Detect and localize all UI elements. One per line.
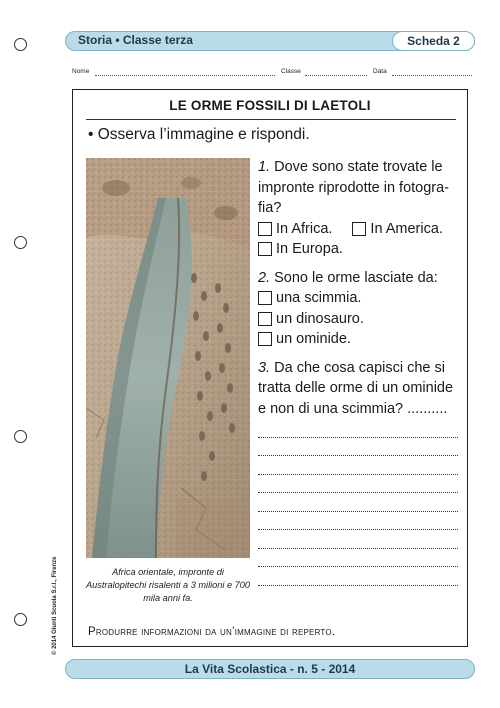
learning-objective: Produrre informazioni da un’immagine di reperto. — [88, 626, 336, 638]
question-3 — [258, 358, 458, 586]
answer-line[interactable] — [258, 419, 458, 438]
option-un-ominide[interactable] — [258, 329, 458, 350]
subject-label: Storia • Classe terza — [78, 33, 193, 47]
option-una-scimmia[interactable] — [258, 288, 458, 309]
answer-line[interactable] — [258, 549, 458, 568]
question-number: 3. — [258, 359, 271, 376]
option-label: una scimmia. — [276, 290, 362, 306]
answer-line[interactable] — [258, 530, 458, 549]
copyright-notice: © 2014 Giunti Scuola S.r.l., Firenze — [52, 556, 58, 655]
option-un-dinosauro[interactable] — [258, 309, 458, 330]
option-label: un ominide. — [276, 331, 351, 347]
photo-caption: Africa orientale, impronte di Australopitechi risalenti a 3 milioni e 700 mila anni fa. — [86, 567, 250, 604]
question-text: Da che cosa capisci che si tratta delle orme di un ominide e non di una scimmia? .......... — [258, 359, 454, 417]
instruction-text: • Osserva l’immagine e rispondi. — [88, 126, 310, 143]
classe-label: Classe — [281, 68, 301, 75]
title-divider — [86, 119, 456, 120]
answer-line[interactable] — [258, 475, 458, 494]
answer-line[interactable] — [258, 567, 458, 586]
answer-line[interactable] — [258, 493, 458, 512]
question-number: 2. — [258, 269, 271, 286]
question-3-text — [258, 358, 458, 420]
nome-field[interactable] — [95, 75, 275, 76]
answer-line[interactable] — [258, 438, 458, 457]
questions-column — [258, 157, 458, 594]
question-text: Sono le orme lasciate da: — [274, 269, 438, 286]
checkbox[interactable] — [258, 222, 272, 236]
sheet-badge: Scheda 2 — [392, 31, 475, 51]
question-1-options-row — [258, 219, 458, 240]
option-label: un dinosauro. — [276, 310, 364, 327]
question-text: Dove sono state trovate le impronte riprodotte in fotogra-fia? — [258, 159, 450, 216]
binder-hole — [14, 613, 27, 626]
question-1-text — [258, 157, 458, 219]
question-2-text — [258, 268, 458, 289]
nome-label: Nome — [72, 68, 90, 75]
checkbox[interactable] — [258, 312, 272, 326]
data-label: Data — [373, 68, 387, 75]
checkbox[interactable] — [258, 291, 272, 305]
checkbox[interactable] — [352, 222, 366, 236]
binder-hole — [14, 236, 27, 249]
answer-lines[interactable] — [258, 419, 458, 586]
option-label: In America. — [370, 220, 443, 237]
checkbox[interactable] — [258, 242, 272, 256]
option-in-europa[interactable] — [258, 239, 458, 260]
option-in-africa[interactable] — [258, 219, 332, 240]
data-field[interactable] — [392, 75, 472, 76]
question-1 — [258, 157, 458, 260]
option-in-america[interactable] — [352, 219, 443, 240]
answer-line[interactable] — [258, 512, 458, 531]
classe-field[interactable] — [305, 75, 367, 76]
footprints-photo — [86, 158, 250, 558]
answer-line[interactable] — [258, 456, 458, 475]
option-label: In Africa. — [276, 220, 333, 237]
binder-hole — [14, 38, 27, 51]
page-title: LE ORME FOSSILI DI LAETOLI — [169, 98, 371, 113]
binder-hole — [14, 430, 27, 443]
option-label: In Europa. — [276, 241, 343, 257]
checkbox[interactable] — [258, 332, 272, 346]
footer-band: La Vita Scolastica - n. 5 - 2014 — [65, 659, 475, 679]
question-2 — [258, 268, 458, 350]
question-number: 1. — [258, 159, 271, 175]
